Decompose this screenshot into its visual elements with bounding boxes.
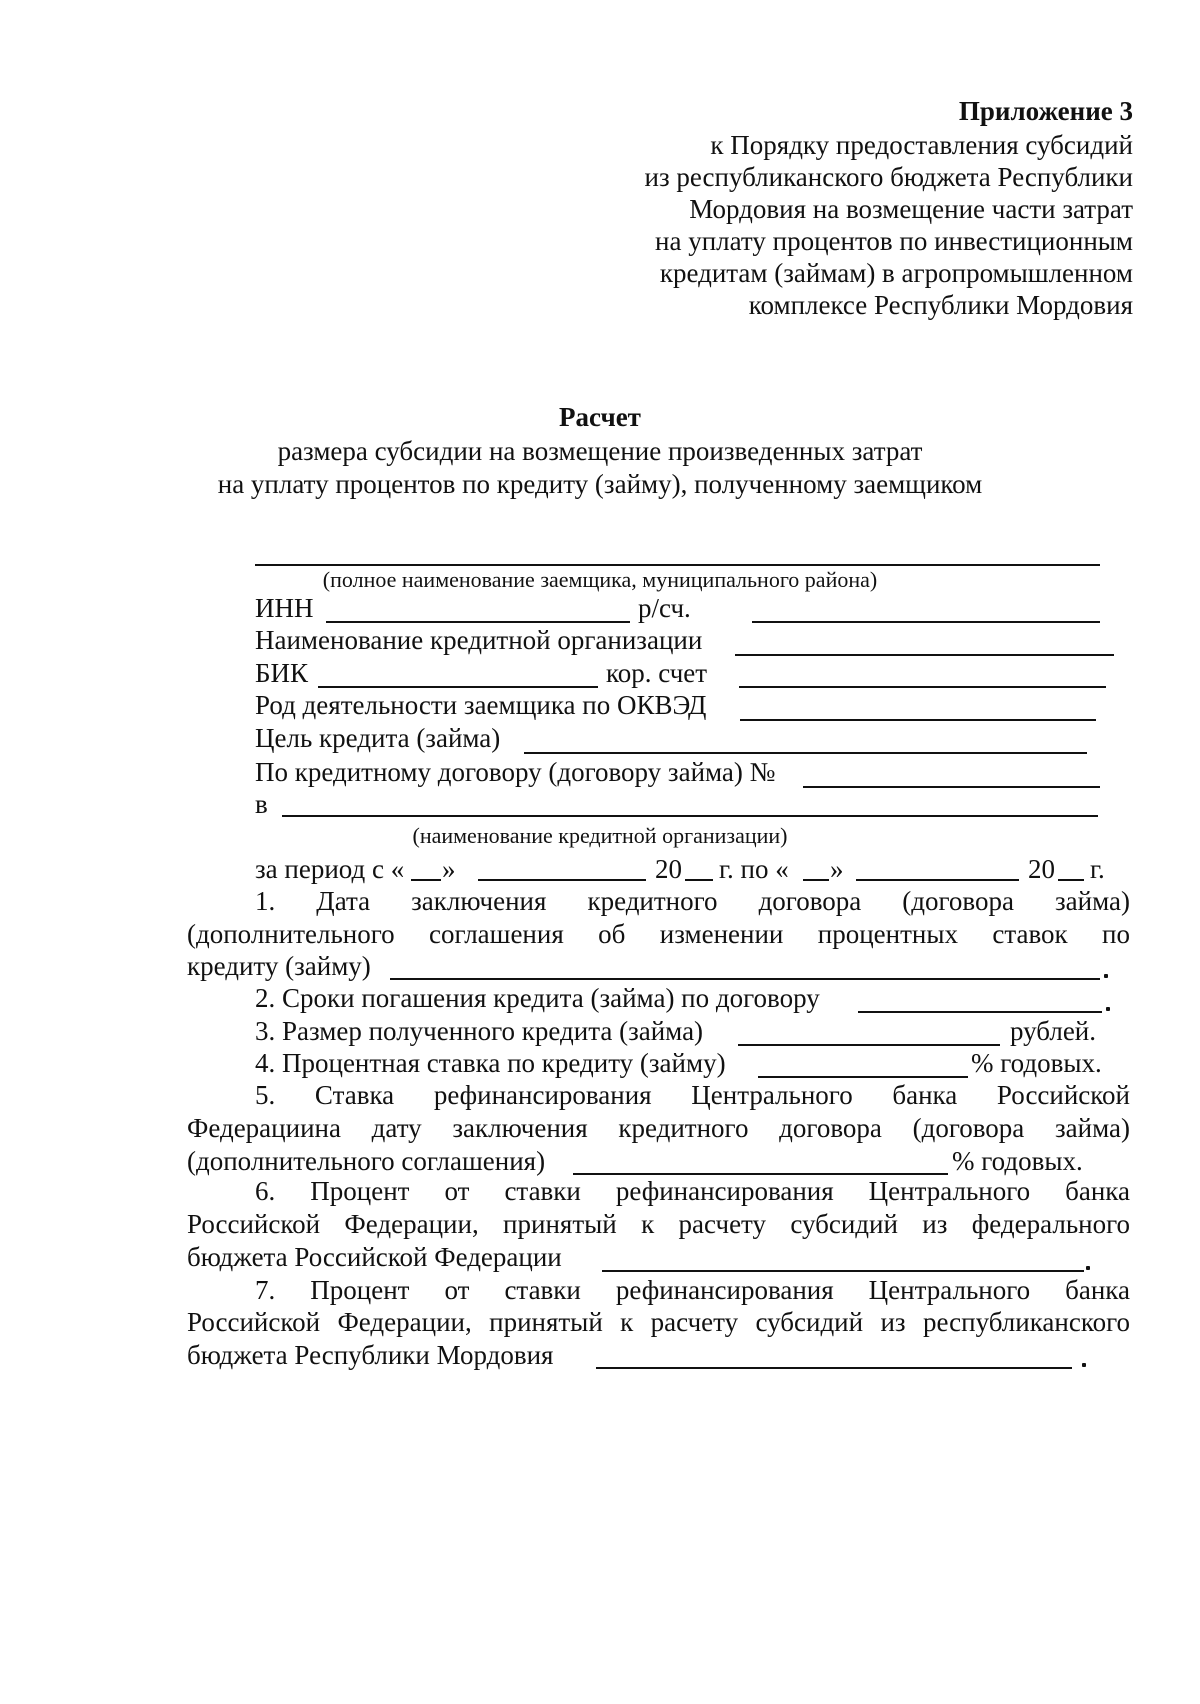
credit-org-field[interactable] <box>735 654 1114 656</box>
document-subtitle-2: на уплату процентов по кредиту (займу), полученному заемщиком <box>217 469 983 499</box>
appendix-line-2: из республиканского бюджета Республики <box>644 162 1133 192</box>
item-2-period-dot <box>1106 1007 1110 1011</box>
item-4-unit: % годовых. <box>971 1048 1102 1078</box>
item-1-line-1: 1. Дата заключения кредитного договора (договора займа) <box>255 886 1130 916</box>
borrower-name-line[interactable] <box>255 564 1100 566</box>
item-1-field[interactable] <box>390 978 1100 980</box>
corr-account-label: кор. счет <box>606 658 708 688</box>
item-4-line-1: 4. Процентная ставка по кредиту (займу) <box>255 1048 726 1078</box>
item-1-line-3: кредиту (займу) <box>187 951 371 981</box>
item-3-line-1: 3. Размер полученного кредита (займа) <box>255 1016 704 1046</box>
item-7-line-2: Российской Федерации, принятый к расчету субсидий из республиканского <box>187 1307 1130 1337</box>
appendix-line-5: кредитам (займам) в агропромышленном <box>659 258 1133 288</box>
item-5-line-2: Федерациина дату заключения кредитного договора (договора займа) <box>187 1113 1130 1143</box>
item-7-line-3: бюджета Республики Мордовия <box>187 1340 554 1370</box>
item-7-period-dot <box>1082 1363 1086 1367</box>
period-from-label: за период с « <box>255 854 405 884</box>
item-2-line-1: 2. Сроки погашения кредита (займа) по договору <box>255 983 820 1013</box>
document-title: Расчет <box>559 402 641 432</box>
borrower-caption: (полное наименование заемщика, муниципального района) <box>322 567 878 592</box>
item-6-line-3: бюджета Российской Федерации <box>187 1242 562 1272</box>
appendix-line-3: Мордовия на возмещение части затрат <box>689 194 1133 224</box>
contract-label: По кредитному договору (договору займа) № <box>255 757 776 787</box>
item-5-line-1: 5. Ставка рефинансирования Центрального банка Российской <box>255 1080 1130 1110</box>
period-from-month-field[interactable] <box>478 879 646 881</box>
item-2-field[interactable] <box>858 1011 1102 1013</box>
appendix-line-1: к Порядку предоставления субсидий <box>710 130 1133 160</box>
bank-field[interactable] <box>282 815 1098 817</box>
appendix-line-6: комплексе Республики Мордовия <box>748 290 1133 320</box>
corr-account-field[interactable] <box>739 686 1106 688</box>
item-5-line-3: (дополнительного соглашения) <box>187 1146 546 1176</box>
account-field[interactable] <box>752 621 1100 623</box>
appendix-title: Приложение 3 <box>958 96 1133 126</box>
purpose-label: Цель кредита (займа) <box>255 723 501 753</box>
purpose-field[interactable] <box>524 752 1087 754</box>
period-from-day-field[interactable] <box>411 879 441 881</box>
bank-caption: (наименование кредитной организации) <box>412 823 788 848</box>
period-quote-1: » <box>442 854 456 884</box>
item-5-unit: % годовых. <box>952 1146 1083 1176</box>
item-1-line-2: (дополнительного соглашения об изменении процентных ставок по <box>187 919 1130 949</box>
item-3-unit: рублей. <box>1010 1016 1097 1046</box>
credit-org-label: Наименование кредитной организации <box>255 625 703 655</box>
bik-field[interactable] <box>318 686 598 688</box>
period-year-prefix-1: 20 <box>655 854 682 884</box>
item-6-line-2: Российской Федерации, принятый к расчету субсидий из федерального <box>187 1209 1130 1239</box>
item-4-field[interactable] <box>758 1076 968 1078</box>
period-end-label: г. <box>1090 854 1105 884</box>
contract-number-field[interactable] <box>803 786 1100 788</box>
period-year-prefix-2: 20 <box>1028 854 1055 884</box>
period-to-label: г. по « <box>719 854 789 884</box>
period-to-month-field[interactable] <box>856 879 1019 881</box>
item-7-field[interactable] <box>596 1367 1072 1369</box>
inn-label: ИНН <box>255 593 314 623</box>
period-quote-2: » <box>830 854 844 884</box>
period-from-year-field[interactable] <box>685 879 713 881</box>
inn-field[interactable] <box>326 621 630 623</box>
in-label: в <box>255 789 268 819</box>
item-6-period-dot <box>1086 1266 1090 1270</box>
document-subtitle-1: размера субсидии на возмещение произведенных затрат <box>277 436 923 466</box>
period-to-year-field[interactable] <box>1058 879 1084 881</box>
item-3-field[interactable] <box>738 1044 1000 1046</box>
item-7-line-1: 7. Процент от ставки рефинансирования Центрального банка <box>255 1275 1130 1305</box>
okved-label: Род деятельности заемщика по ОКВЭД <box>255 690 707 720</box>
item-6-field[interactable] <box>602 1270 1084 1272</box>
item-1-period-dot <box>1104 974 1108 978</box>
bik-label: БИК <box>255 658 309 688</box>
okved-field[interactable] <box>740 719 1096 721</box>
period-to-day-field[interactable] <box>803 879 829 881</box>
account-label: р/сч. <box>638 593 691 623</box>
appendix-line-4: на уплату процентов по инвестиционным <box>655 226 1133 256</box>
item-6-line-1: 6. Процент от ставки рефинансирования Центрального банка <box>255 1176 1130 1206</box>
item-5-field[interactable] <box>573 1173 948 1175</box>
